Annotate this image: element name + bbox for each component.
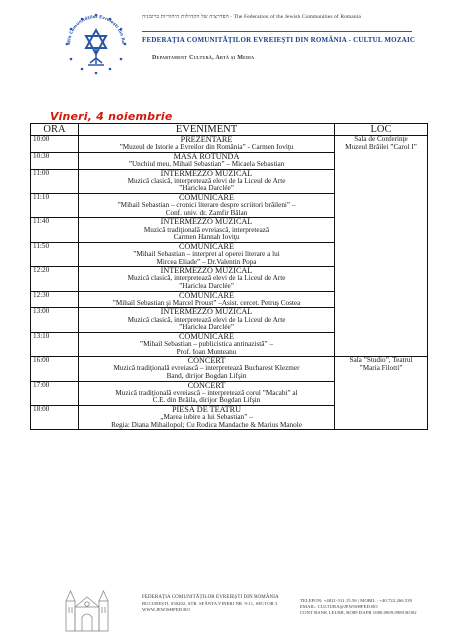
event-description-line: ”Mihail Sebastian – cronici literare despre scriitori brăileni” – <box>117 201 296 210</box>
footer-email: EMAIL: CULTURA@JEWISHFED.RO <box>300 604 378 609</box>
event-description-line: ”Mihail Sebastian – interpret al operei literare a lui <box>133 249 280 258</box>
location-line: ”Maria Filotti” <box>359 363 403 372</box>
letterhead-footer <box>0 585 452 639</box>
row-time: 10:00 <box>31 136 79 153</box>
event-title: CONCERT <box>187 380 226 390</box>
event-title: MASĂ ROTUNDĂ <box>173 151 240 161</box>
event-description-line: Muzică clasică, interpretează elevi de la Liceul de Arte <box>127 315 286 324</box>
row-time: 11:00 <box>31 169 79 193</box>
row-time: 11:40 <box>31 218 79 242</box>
event-description-line: ”Mihail Sebastian – publicistica antinazistă” – <box>139 339 274 348</box>
svg-text:Federația Comunităților Evreie <box>60 8 126 45</box>
event-title: INTERMEZZO MUZICAL <box>160 217 253 227</box>
row-time: 12:20 <box>31 267 79 291</box>
event-description-line: Muzică clasică, interpretează elevi de la Liceul de Arte <box>127 274 286 283</box>
federation-logo-icon <box>60 8 132 80</box>
row-time: 18:00 <box>31 405 79 429</box>
table-header-row <box>31 124 428 136</box>
event-title: CONCERT <box>187 356 226 366</box>
row-event <box>79 267 335 291</box>
event-description-line: „Marea iubire a lui Sebastian” – <box>160 413 253 422</box>
footer-contact-block <box>300 598 417 616</box>
row-event <box>79 193 335 217</box>
event-description-line: Carmen Hannah Ioviţu <box>173 233 240 242</box>
event-description-line: ”Hariclea Darclée” <box>179 323 234 332</box>
event-description-line: Conf. univ. dr. Zamfir Bălan <box>165 208 248 217</box>
event-title: PIESĂ DE TEATRU <box>172 404 241 414</box>
event-description-line: ”Muzeul de Istorie a Evreilor din România” - Carmen Ioviţu <box>119 143 294 152</box>
row-time: 11:10 <box>31 193 79 217</box>
program-table-body <box>31 136 428 430</box>
event-description-line: Muzică tradiţională evreiască – interpretează Bucharest Klezmer <box>113 364 300 373</box>
letterhead <box>0 0 452 100</box>
row-event <box>79 357 335 381</box>
event-description-line: ”Hariclea Darclée” <box>179 281 234 290</box>
header-hebrew-english-line: הפדרציה של הקהילות היהודיות ברומניה · The Federation of the Jewish Communities of Romania <box>142 14 361 20</box>
table-row <box>31 357 428 381</box>
header-ora: ORA <box>31 124 79 136</box>
event-description-line: Band, dirijor Bogdan Lifşin <box>166 371 247 380</box>
event-title: COMUNICARE <box>178 331 235 341</box>
logo-text: ația Comunităților Evreiești din Ro <box>65 13 127 45</box>
event-title: INTERMEZZO MUZICAL <box>160 168 253 178</box>
program-table <box>30 123 428 430</box>
location-line: Sala de Conferinţe <box>354 135 408 143</box>
row-time: 13:10 <box>31 332 79 356</box>
row-time: 12:30 <box>31 291 79 308</box>
event-description-line: Muzică clasică, interpretează elevi de la Liceul de Arte <box>127 176 286 185</box>
footer-bank-account: CONT BANK LEUMI, RO89 DAFB 1080.0009.0989.RO02 <box>300 610 417 615</box>
event-description-line: C.E. din Brăila, dirijor Bogdan Lifşin <box>152 396 261 405</box>
event-title: COMUNICARE <box>178 290 235 300</box>
event-title: COMUNICARE <box>178 192 235 202</box>
row-event <box>79 332 335 356</box>
header-eveniment: EVENIMENT <box>79 124 335 136</box>
event-title: INTERMEZZO MUZICAL <box>160 266 253 276</box>
footer-website: WWW.JEWISHFED.RO <box>142 607 190 612</box>
footer-address-block <box>142 595 279 613</box>
row-event <box>79 405 335 429</box>
row-location <box>335 357 428 430</box>
event-description-line: Mircea Eliade” – Dr.Valentin Popa <box>156 257 257 266</box>
program-date-title: Vineri, 4 noiembrie <box>50 110 173 123</box>
table-row <box>31 136 428 153</box>
footer-org-name: FEDERAȚIA COMUNITĂȚILOR EVREIEȘTI DIN ROMÂNIA <box>142 595 279 600</box>
row-time: 16:00 <box>31 357 79 381</box>
row-time: 10:30 <box>31 152 79 169</box>
event-description-line: Regia: Diana Mihailopol; Cu Rodica Mandache & Marius Manole <box>111 420 302 429</box>
header-loc: LOC <box>335 124 428 136</box>
location-line: Sala ”Studio”, Teatrul <box>349 356 413 365</box>
header-divider <box>142 31 412 32</box>
row-time: 17:00 <box>31 381 79 405</box>
row-event <box>79 218 335 242</box>
footer-address: BUCUREȘTI, 030202, STR. SFÂNTA VINERI NR. 9-11, SECTOR 3 <box>142 601 278 606</box>
event-description-line: ”Unchiul meu, Mihail Sebastian” – Micaela Sebastian <box>128 160 285 168</box>
federation-title: FEDERAȚIA COMUNITĂȚILOR EVREIEȘTI DIN ROMÂNIA - CULTUL MOZAIC <box>142 36 416 44</box>
event-description-line: ”Mihail Sebastian şi Marcel Proust” –Asist. cercet. Petruş Costea <box>112 298 301 307</box>
department-title: Departament Cultură, Artă și Media <box>152 55 255 61</box>
row-event <box>79 308 335 332</box>
row-time: 13:00 <box>31 308 79 332</box>
row-location <box>335 136 428 357</box>
event-description-line: Prof. Ioan Munteanu <box>176 347 237 356</box>
event-title: PREZENTARE <box>180 135 233 144</box>
row-event <box>79 152 335 169</box>
row-event <box>79 169 335 193</box>
synagogue-building-icon <box>60 587 114 633</box>
location-line: Muzeul Brăilei ”Carol I” <box>345 142 417 151</box>
event-description-line: ”Hariclea Darclée” <box>179 184 234 193</box>
event-description-line: Muzică tradiţională evreiască, interpretează <box>143 225 270 234</box>
footer-phone: TELEFON: +4021-311.15.56 | MOBIL : +40.722.266.539 <box>300 598 413 603</box>
row-event <box>79 291 335 308</box>
row-event <box>79 381 335 405</box>
event-title: INTERMEZZO MUZICAL <box>160 307 253 317</box>
row-time: 11:50 <box>31 242 79 266</box>
row-event <box>79 242 335 266</box>
row-event <box>79 136 335 153</box>
event-description-line: Muzică tradiţională evreiască – interpretează corul ”Macabi” al <box>115 388 298 397</box>
event-title: COMUNICARE <box>178 241 235 251</box>
